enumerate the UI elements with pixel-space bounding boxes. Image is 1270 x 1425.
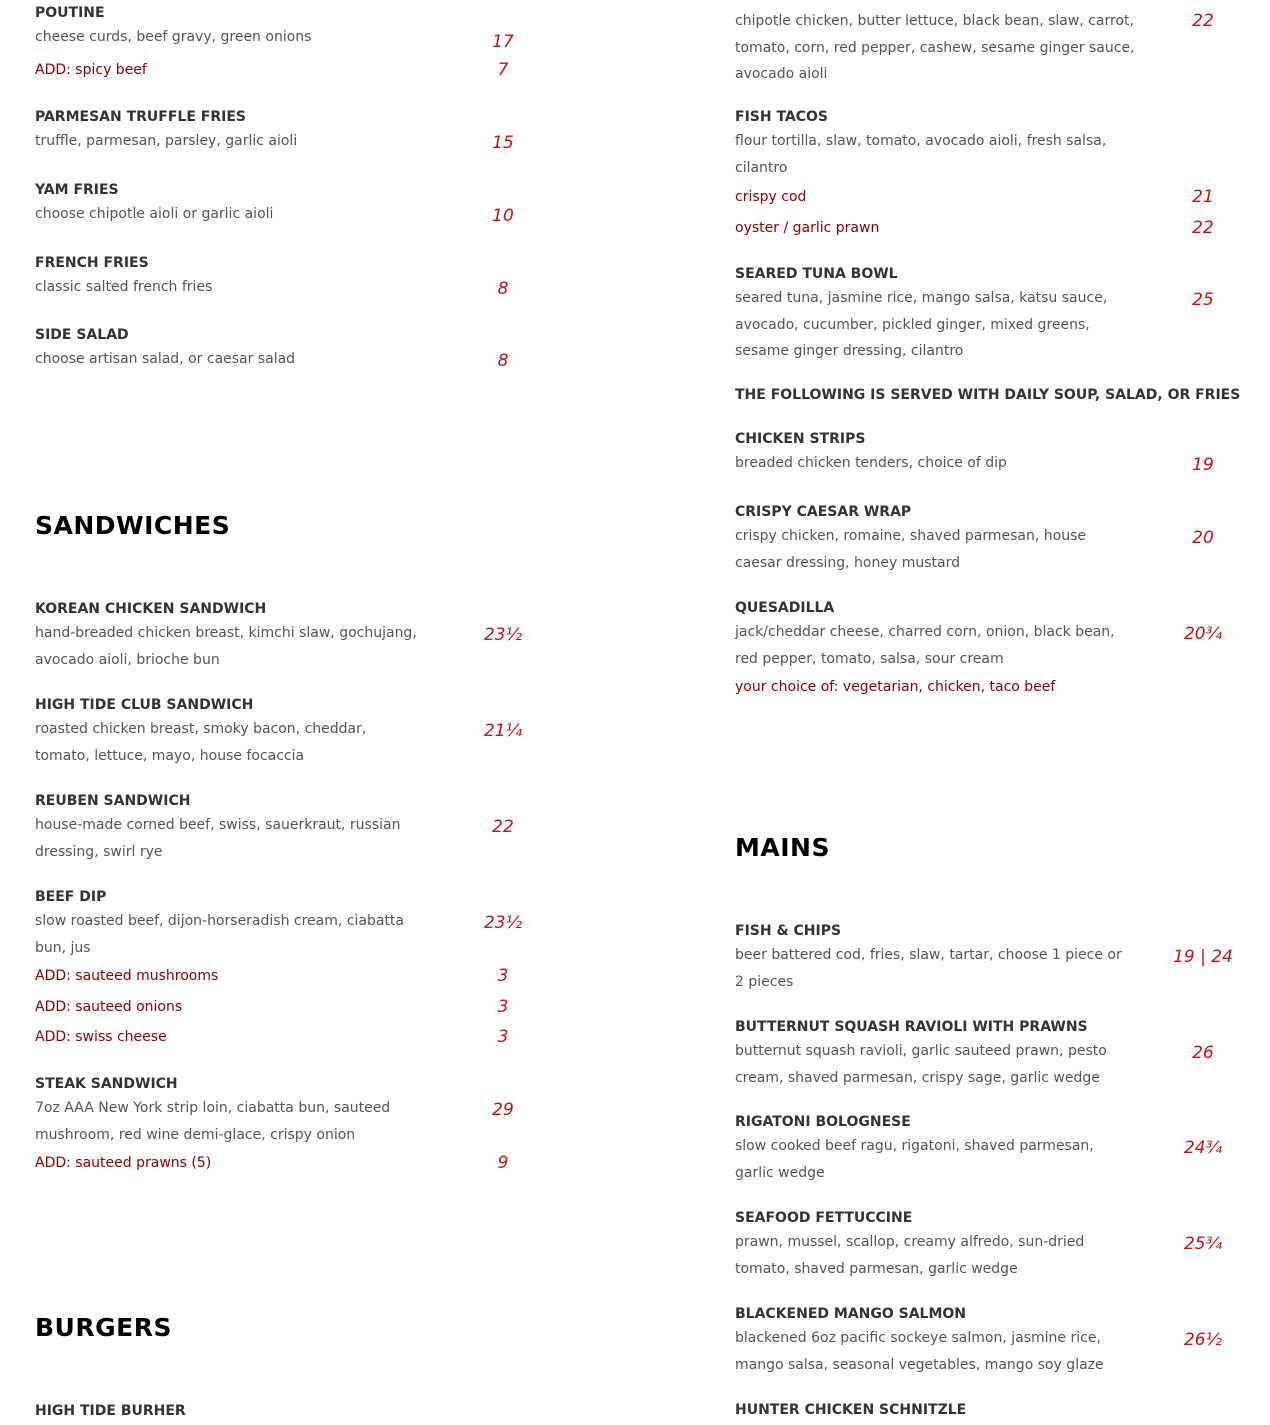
item-name: SIDE SALAD [35, 327, 129, 343]
item-price: 23½ [483, 625, 523, 645]
menu-item-yam-fries [35, 180, 555, 228]
menu-item-korean-chicken-sandwich [35, 599, 555, 673]
item-name: HIGH TIDE CLUB SANDWICH [35, 697, 254, 713]
section-title-mains: MAINS [735, 833, 830, 862]
item-price: 10 [492, 206, 514, 226]
item-name: YAM FRIES [35, 182, 119, 198]
addon-label: ADD: swiss cheese [35, 1029, 167, 1045]
item-name: CRISPY CAESAR WRAP [735, 504, 912, 520]
item-price: 26 [1192, 1043, 1214, 1063]
item-description: butternut squash ravioli, garlic sauteed prawn, pesto cream, shaved parmesan, crispy sage, garlic wedge [735, 1043, 1107, 1086]
item-price: 20 [1192, 528, 1214, 548]
item-description: prawn, mussel, scallop, creamy alfredo, sun-dried tomato, shaved parmesan, garlic wedge [735, 1234, 1085, 1277]
option-crispy-cod [735, 184, 1255, 210]
item-description: choose artisan salad, or caesar salad [35, 351, 296, 367]
item-price: 8 [497, 279, 509, 299]
menu-item-french-fries [35, 253, 555, 301]
item-name: PARMESAN TRUFFLE FRIES [35, 109, 246, 125]
item-price: 29 [492, 1100, 514, 1120]
item-name: FRENCH FRIES [35, 255, 149, 271]
item-description: truffle, parmesan, parsley, garlic aioli [35, 133, 298, 149]
item-description: blackened 6oz pacific sockeye salmon, jasmine rice, mango salsa, seasonal vegetables, mango soy glaze [735, 1330, 1104, 1373]
item-name: HIGH TIDE BURHER [35, 1403, 186, 1419]
item-name: HUNTER CHICKEN SCHNITZLE [735, 1402, 967, 1418]
addon-label: ADD: spicy beef [35, 62, 147, 78]
item-description: chipotle chicken, butter lettuce, black bean, slaw, carrot, tomato, corn, red pepper, cashew, sesame ginger sauce, avocado aioli [735, 13, 1135, 82]
menu-item-truffle-fries [35, 107, 555, 155]
item-description: classic salted french fries [35, 279, 213, 295]
item-description: cheese curds, beef gravy, green onions [35, 29, 312, 45]
item-description: slow roasted beef, dijon-horseradish cream, ciabatta bun, jus [35, 913, 404, 956]
item-price: 25¾ [1183, 1234, 1223, 1254]
menu-item-rigatoni-bolognese [735, 1112, 1255, 1186]
quesadilla-choice: your choice of: vegetarian, chicken, taco beef [735, 679, 1056, 695]
menu-item-fish-tacos [735, 107, 1255, 181]
item-name: POUTINE [35, 5, 105, 21]
item-name: REUBEN SANDWICH [35, 793, 191, 809]
item-description: seared tuna, jasmine rice, mango salsa, katsu sauce, avocado, cucumber, pickled ginger, mixed greens, sesame ginger dressing, cilantro [735, 290, 1108, 359]
item-price: 24¾ [1183, 1138, 1223, 1158]
item-price: 26½ [1183, 1330, 1223, 1350]
item-price: 17 [492, 32, 514, 52]
item-description: roasted chicken breast, smoky bacon, cheddar, tomato, lettuce, mayo, house focaccia [35, 721, 367, 764]
item-name: QUESADILLA [735, 600, 835, 616]
menu-item-fish-and-chips [735, 921, 1255, 995]
item-description: house-made corned beef, swiss, sauerkraut, russian dressing, swirl rye [35, 817, 401, 860]
item-description: hand-breaded chicken breast, kimchi slaw, gochujang, avocado aioli, brioche bun [35, 625, 417, 668]
menu-item-quesadilla [735, 598, 1255, 672]
addon-label: ADD: sauteed mushrooms [35, 968, 219, 984]
menu-item-seared-tuna-bowl [735, 264, 1255, 365]
option-price: 21 [1192, 187, 1214, 207]
menu-item-ravioli [735, 1017, 1255, 1091]
item-name: CHICKEN STRIPS [735, 431, 866, 447]
item-description: beer battered cod, fries, slaw, tartar, choose 1 piece or 2 pieces [735, 947, 1122, 990]
item-name: FISH TACOS [735, 109, 829, 125]
item-price: 22 [1192, 11, 1214, 31]
item-name: KOREAN CHICKEN SANDWICH [35, 601, 267, 617]
item-name: BUTTERNUT SQUASH RAVIOLI WITH PRAWNS [735, 1019, 1088, 1035]
menu-item-seafood-fettuccine [735, 1208, 1255, 1282]
item-description: choose chipotle aioli or garlic aioli [35, 206, 274, 222]
menu-item-hunter-chicken-schnitzle [735, 1400, 1255, 1420]
menu-item-steak-sandwich [35, 1074, 555, 1148]
addon-price: 3 [497, 997, 509, 1017]
item-description: 7oz AAA New York strip loin, ciabatta bun, sauteed mushroom, red wine demi-glace, crispy onion [35, 1100, 391, 1143]
item-price: 8 [497, 351, 509, 371]
menu-item-chicken-bowl [735, 8, 1255, 88]
item-name: RIGATONI BOLOGNESE [735, 1114, 911, 1130]
item-description: flour tortilla, slaw, tomato, avocado aioli, fresh salsa, cilantro [735, 133, 1107, 176]
menu-item-burger [35, 1401, 555, 1421]
section-title-burgers: BURGERS [35, 1313, 172, 1342]
item-price: 23½ [483, 913, 523, 933]
item-price: 22 [492, 817, 514, 837]
item-name: STEAK SANDWICH [35, 1076, 178, 1092]
addon-sauteed-mushrooms [35, 963, 555, 989]
menu-item-crispy-caesar-wrap [735, 502, 1255, 576]
item-price: 25 [1192, 290, 1214, 310]
item-name: FISH & CHIPS [735, 923, 842, 939]
addon-sauteed-prawns [35, 1150, 555, 1176]
option-label: oyster / garlic prawn [735, 220, 880, 236]
menu-item-side-salad [35, 325, 555, 373]
item-name: SEARED TUNA BOWL [735, 266, 898, 282]
item-price: 20¾ [1183, 624, 1223, 644]
item-description: breaded chicken tenders, choice of dip [735, 455, 1007, 471]
menu-item-reuben-sandwich [35, 791, 555, 865]
item-name: BEEF DIP [35, 889, 107, 905]
item-name: SEAFOOD FETTUCCINE [735, 1210, 913, 1226]
item-price: 15 [492, 133, 514, 153]
addon-label: ADD: sauteed onions [35, 999, 183, 1015]
addon-spicy-beef [35, 57, 555, 83]
addon-price: 9 [497, 1153, 509, 1173]
menu-item-beef-dip [35, 887, 555, 961]
addon-price: 3 [497, 1027, 509, 1047]
menu-item-club-sandwich [35, 695, 555, 769]
item-name: BLACKENED MANGO SALMON [735, 1306, 967, 1322]
option-oyster-garlic-prawn [735, 215, 1255, 241]
item-price: 19 [1192, 455, 1214, 475]
item-description: crispy chicken, romaine, shaved parmesan, house caesar dressing, honey mustard [735, 528, 1086, 571]
addon-label: ADD: sauteed prawns (5) [35, 1155, 212, 1171]
served-with-note: THE FOLLOWING IS SERVED WITH DAILY SOUP, SALAD, OR FRIES [735, 387, 1241, 403]
addon-price: 7 [497, 60, 509, 80]
item-description: jack/cheddar cheese, charred corn, onion, black bean, red pepper, tomato, salsa, sour cream [735, 624, 1115, 667]
addon-price: 3 [497, 966, 509, 986]
menu-item-poutine [35, 3, 555, 51]
addon-sauteed-onions [35, 994, 555, 1020]
option-label: crispy cod [735, 189, 807, 205]
item-price: 19 | 24 [1173, 947, 1233, 967]
menu-item-blackened-mango-salmon [735, 1304, 1255, 1378]
item-description: slow cooked beef ragu, rigatoni, shaved parmesan, garlic wedge [735, 1138, 1094, 1181]
option-price: 22 [1192, 218, 1214, 238]
menu-item-chicken-strips [735, 429, 1255, 477]
item-price: 21¼ [483, 721, 523, 741]
section-title-sandwiches: SANDWICHES [35, 511, 231, 540]
addon-swiss-cheese [35, 1024, 555, 1050]
